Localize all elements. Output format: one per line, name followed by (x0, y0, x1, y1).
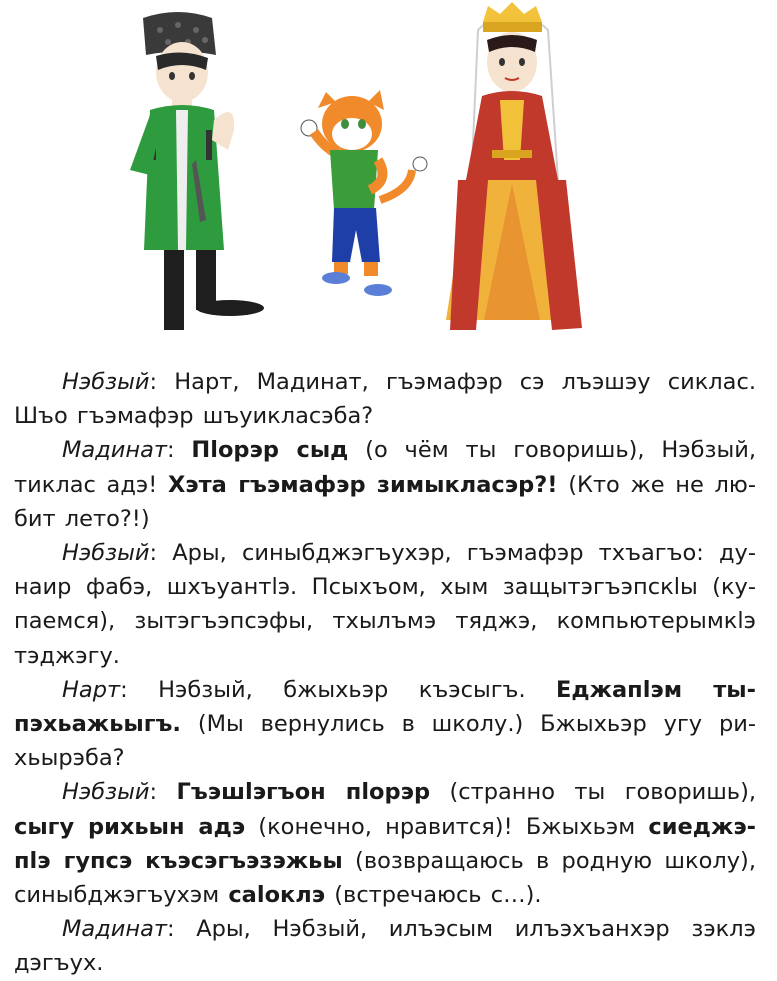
speaker-name: Нэбзый (62, 779, 150, 806)
dialogue-text (14, 365, 756, 981)
dialogue-paragraph (14, 433, 756, 536)
dialogue-paragraph (14, 775, 756, 912)
bold-phrase: сalоклэ (228, 882, 326, 909)
dialogue-paragraph (14, 536, 756, 673)
speaker-name: Мадинат (62, 437, 167, 464)
speaker-name: Нарт (62, 676, 121, 703)
boy-figure (130, 12, 264, 330)
speaker-name: Нэбзый (62, 369, 150, 395)
text-run: : Нэбзый, бжыхьэр къэсыгъ. (120, 676, 557, 703)
bold-phrase: Еджапlэм тыпэхьажьыгъ. (14, 676, 756, 738)
dialogue-paragraph (14, 673, 756, 776)
text-run: (возвращаюсь в родную школу), синыбджэгъухэм (14, 847, 756, 909)
bold-phrase: сыгу рихьын адэ (14, 813, 246, 840)
text-run: (Мы вернулись в школу.) Бжыхьэр угу рихьырэба? (14, 711, 756, 772)
cat-figure (301, 90, 427, 296)
bold-phrase: Пlорэр сыд (191, 437, 349, 464)
dialogue-paragraph (14, 912, 756, 980)
bold-phrase: Гъэшlэгъон пlорэр (176, 779, 431, 806)
girl-figure (446, 2, 582, 330)
text-run: (конечно, нравится)! Бжыхьэм (245, 813, 649, 840)
characters-illustration (0, 0, 777, 350)
text-run: (странно ты говоришь), (430, 779, 756, 806)
text-run: : (149, 779, 177, 806)
text-run: : Нарт, Мадинат, гъэмафэр сэ лъэшэу сиклас. Шъо гъэмафэр шъуикласэба? (14, 369, 756, 430)
text-run: (Кто же не любит лето?!) (14, 471, 756, 532)
text-run: (о чём ты говоришь), Нэбзый, тиклас адэ! (14, 437, 756, 498)
speaker-name: Нэбзый (62, 540, 150, 567)
bold-phrase: сиеджэпlэ гупсэ къэсэгъэзэжьы (14, 813, 757, 874)
text-run: : Ары, Нэбзый, илъэсым илъэхъанхэр зэклэ дэгъух. (14, 916, 756, 977)
speaker-name: Мадинат (62, 916, 167, 943)
text-run: : (167, 437, 192, 464)
text-run: (встречаюсь с…). (325, 882, 542, 909)
dialogue-paragraph (14, 365, 756, 433)
text-run: : Ары, синыбджэгъухэр, гъэмафэр тхъагъо: дунаир фабэ, шхъуантlэ. Псыхъом, хым защытэгъэпскlы (купаемся), зытэгъэпсэфы, тхылъмэ тяджэ, компьютерымкlэ тэджэгу. (14, 540, 756, 669)
bold-phrase: Хэта гъэмафэр зимыкласэр?! (167, 471, 558, 498)
